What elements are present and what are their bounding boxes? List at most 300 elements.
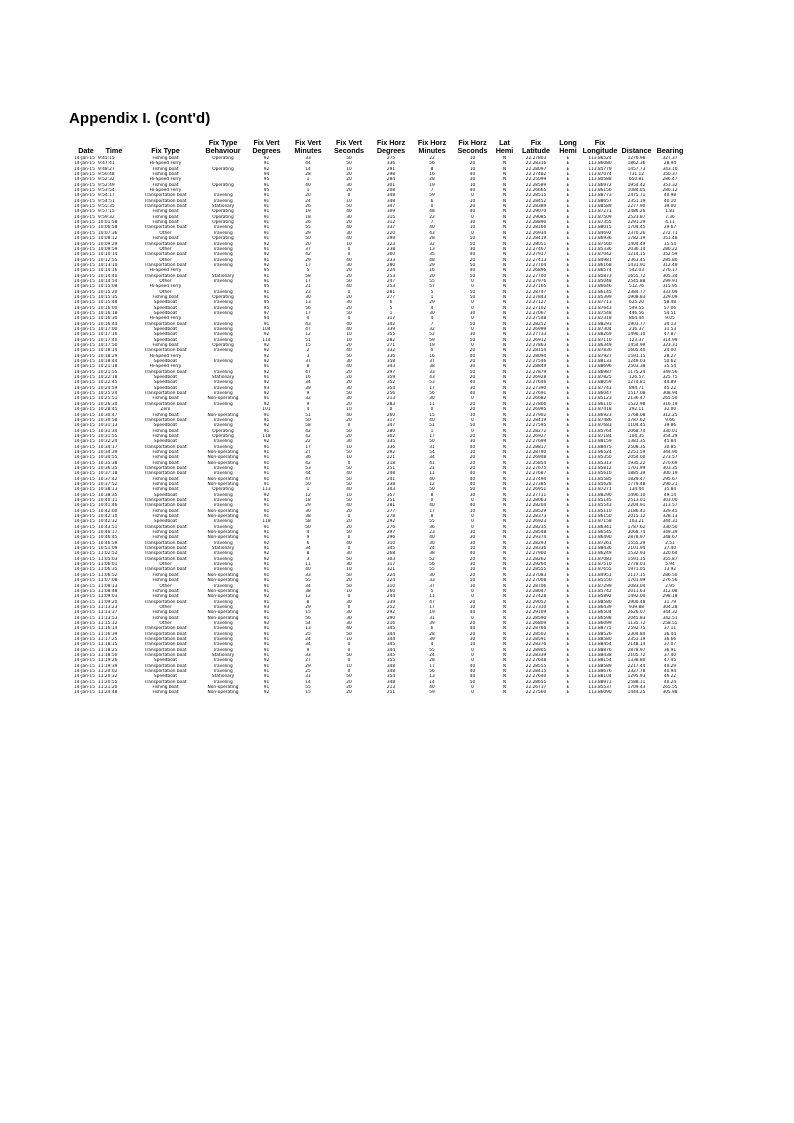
table-cell: 50 — [346, 278, 352, 284]
table-cell: 336 — [386, 444, 396, 450]
table-cell: 53 — [429, 380, 435, 386]
table-cell: Fishing boat — [152, 530, 179, 536]
table-cell: 30 — [346, 214, 352, 220]
table-cell: N — [502, 417, 507, 423]
table-cell: 11:18:50 — [98, 652, 118, 658]
table-cell: E — [566, 305, 570, 311]
table-cell: 292 — [386, 449, 396, 455]
table-cell: Non-operating — [207, 588, 239, 594]
table-cell: 50 — [346, 556, 352, 562]
table-cell: E — [566, 193, 570, 199]
table-cell: 95 — [263, 188, 270, 194]
table-cell: 40 — [346, 626, 352, 632]
table-cell: 251 — [386, 498, 396, 503]
table-cell: 286.47 — [662, 177, 678, 183]
table-cell: 292.11 — [628, 407, 645, 413]
table-cell: 18 — [305, 498, 311, 503]
table-cell: 20 — [346, 519, 352, 525]
table-cell: 3068.74 — [627, 530, 646, 536]
table-cell: 40 — [469, 481, 476, 487]
table-cell: 22.28252 — [525, 321, 547, 327]
table-cell: 22.27385 — [525, 481, 547, 487]
table-cell: 14-Jan-15 — [74, 685, 95, 691]
table-cell: 33 — [429, 578, 435, 584]
table-cell: 10 — [469, 449, 476, 455]
table-cell: E — [566, 172, 570, 178]
table-cell: E — [566, 268, 570, 274]
table-cell: Traveling — [213, 562, 233, 568]
table-cell: 0 — [471, 594, 474, 600]
table-cell: E — [566, 236, 570, 242]
table-cell: 1655.72 — [627, 273, 646, 279]
table-cell: 345 — [386, 652, 396, 658]
table-cell: E — [566, 417, 570, 423]
table-cell: N — [502, 396, 507, 402]
table-cell: 10:24:59 — [98, 385, 118, 391]
table-cell: 15 — [305, 690, 311, 696]
table-cell: 317 — [386, 316, 396, 322]
table-cell: 20 — [346, 690, 352, 696]
table-cell: E — [566, 481, 570, 487]
table-cell: 272.71 — [662, 230, 678, 236]
table-cell: 10:16:44 — [98, 321, 118, 327]
table-cell: Transportation boat — [144, 503, 187, 509]
table-cell: 216.37 — [628, 327, 645, 332]
table-cell: 38 — [429, 551, 435, 557]
table-cell: 30 — [469, 385, 476, 391]
table-cell: 17 — [429, 508, 435, 514]
table-cell: 36.91 — [663, 647, 677, 653]
table-cell: 113.85585 — [588, 476, 612, 482]
table-cell: 321 — [386, 567, 396, 573]
table-cell: 22.26934 — [525, 230, 547, 236]
table-cell: N — [502, 636, 507, 642]
table-cell: E — [566, 572, 570, 578]
table-cell: 113.88696 — [588, 364, 612, 370]
column-header: Fix Vert Minutes — [294, 137, 322, 156]
table-cell: 2384.77 — [627, 289, 646, 295]
table-cell: E — [566, 524, 570, 530]
table-cell: 10:31:55 — [98, 433, 118, 439]
table-cell: 10 — [346, 567, 352, 573]
table-cell: N — [502, 268, 507, 274]
table-cell: Speedboat — [153, 439, 178, 445]
table-cell: 104 — [262, 327, 271, 332]
table-cell: 330.50 — [662, 524, 678, 530]
table-cell: Traveling — [213, 321, 233, 327]
table-cell: 113.85048 — [588, 278, 612, 284]
table-cell: 22.29109 — [525, 610, 547, 616]
table-cell: 358 — [386, 359, 396, 365]
table-cell: Hi-Speed Ferry — [149, 284, 182, 290]
table-cell: 91 — [263, 465, 270, 471]
table-cell: 58 — [305, 273, 311, 279]
table-cell: 35.84 — [663, 487, 677, 493]
table-cell: 14-Jan-15 — [74, 583, 95, 589]
table-cell: 91 — [263, 626, 270, 632]
table-cell: Speedboat — [153, 332, 178, 338]
table-cell: 14-Jan-15 — [74, 669, 95, 674]
table-cell: 94 — [263, 172, 270, 178]
table-cell: 22 — [429, 156, 435, 161]
table-cell: N — [502, 209, 507, 215]
table-cell: 348 — [386, 669, 396, 674]
table-cell: 22.27467 — [525, 246, 547, 252]
table-cell: E — [566, 492, 570, 498]
table-cell: 91 — [263, 412, 270, 418]
table-cell: 286.50 — [662, 572, 678, 578]
table-cell: 11:09:03 — [98, 594, 118, 600]
table-cell: 9:50:48 — [98, 172, 115, 178]
table-cell: 113.88580 — [588, 636, 612, 642]
table-cell: E — [566, 391, 570, 397]
table-cell: 40 — [469, 669, 476, 674]
table-cell: 27 — [305, 658, 311, 664]
table-cell: 549.55 — [628, 305, 645, 311]
table-cell: 92 — [263, 359, 270, 365]
table-cell: 22.27711 — [525, 492, 547, 498]
table-cell: 337 — [386, 225, 396, 231]
table-cell: 355.87 — [662, 556, 678, 562]
table-cell: 22.28262 — [525, 556, 547, 562]
table-cell: 36.44 — [663, 631, 677, 637]
table-cell: 91 — [263, 615, 270, 621]
table-cell: 20 — [469, 599, 476, 605]
table-cell: 24 — [429, 652, 435, 658]
table-cell: 15 — [305, 343, 311, 349]
table-cell: 17 — [305, 278, 311, 284]
table-cell: 22.29085 — [525, 214, 547, 220]
table-cell: 113.87042 — [588, 252, 612, 258]
table-cell: N — [502, 658, 507, 664]
table-cell: 14-Jan-15 — [74, 417, 95, 423]
table-cell: N — [502, 380, 507, 386]
table-cell: 1381.35 — [627, 439, 646, 445]
table-cell: E — [566, 273, 570, 279]
table-cell: N — [502, 214, 507, 220]
table-cell: N — [502, 487, 507, 493]
table-cell: 37 — [429, 583, 435, 589]
column-header: Fix Vert Seconds — [334, 137, 364, 156]
table-cell: 37.11 — [663, 626, 677, 632]
table-cell: 281 — [386, 289, 396, 295]
table-cell: 2592.75 — [627, 626, 646, 632]
table-cell: 2068.74 — [627, 428, 646, 434]
table-cell: 14 — [305, 166, 311, 172]
table-cell: 10:10:14 — [98, 252, 118, 258]
table-cell: E — [566, 262, 570, 268]
table-cell: 30 — [346, 385, 352, 391]
table-cell: 40 — [469, 188, 476, 194]
table-cell: 91 — [263, 417, 270, 423]
table-cell: N — [502, 305, 507, 311]
table-cell: Other — [159, 278, 172, 284]
table-cell: 284 — [386, 177, 396, 183]
table-cell: 10:17:50 — [98, 343, 118, 349]
table-cell: 22.27595 — [525, 423, 547, 429]
table-cell: 15 — [429, 412, 435, 418]
table-cell: 26 — [305, 204, 311, 210]
table-cell: Traveling — [213, 257, 233, 263]
table-cell: 1274.81 — [627, 380, 646, 386]
table-cell: E — [566, 209, 570, 215]
table-cell: 30.85 — [663, 444, 677, 450]
table-cell: 55 — [305, 225, 311, 231]
table-cell: 10 — [346, 337, 352, 343]
table-cell: Speedboat — [153, 337, 178, 343]
table-cell: 2503.38 — [627, 364, 646, 370]
table-cell: 9:57:15 — [98, 209, 115, 215]
table-cell: 40 — [469, 391, 476, 397]
table-cell: 0 — [471, 343, 474, 349]
table-cell: Other — [159, 289, 172, 295]
table-cell: 14-Jan-15 — [74, 556, 95, 562]
table-cell: 19 — [429, 343, 435, 349]
table-cell: 30 — [346, 359, 352, 365]
table-cell: 9:55:35 — [98, 204, 115, 210]
table-cell: 1454.99 — [627, 343, 646, 349]
table-cell: 0 — [430, 407, 434, 413]
table-cell: E — [566, 198, 570, 204]
table-cell: 290.21 — [662, 481, 678, 487]
table-cell: 91 — [263, 524, 270, 530]
table-cell: 12 — [305, 492, 311, 498]
table-cell: 13 — [305, 300, 311, 306]
table-cell: N — [502, 476, 507, 482]
table-cell: Operating — [212, 433, 234, 439]
table-cell: 2475.71 — [627, 193, 646, 199]
table-cell: 40 — [346, 412, 352, 418]
table-cell: 10 — [346, 636, 352, 642]
table-cell: 224 — [386, 268, 396, 274]
table-cell: Stationary — [211, 546, 235, 552]
table-cell: 303.00 — [662, 498, 678, 503]
table-cell: 22.27310 — [525, 604, 547, 610]
table-cell: 33 — [305, 156, 311, 161]
table-cell: 16 — [429, 172, 435, 178]
table-cell: 315.95 — [662, 284, 678, 290]
table-cell: 13 — [429, 674, 435, 680]
table-cell: 7 — [430, 220, 434, 226]
column-header: Distance — [621, 146, 652, 156]
table-cell: Fishing boat — [152, 690, 179, 696]
table-cell: 113.86110 — [588, 401, 612, 407]
table-cell: 22.28373 — [525, 514, 547, 520]
table-cell: 0 — [347, 514, 351, 520]
table-cell: 0 — [347, 423, 351, 429]
table-cell: 14-Jan-15 — [74, 487, 95, 493]
table-cell: 113.86341 — [588, 524, 612, 530]
table-cell: 14-Jan-15 — [74, 594, 95, 600]
table-cell: 10:22:45 — [98, 380, 118, 386]
table-cell: 17 — [429, 663, 435, 669]
table-cell: 317 — [386, 417, 396, 423]
table-cell: 14-Jan-15 — [74, 562, 95, 568]
table-cell: 40 — [346, 284, 352, 290]
table-cell: 40 — [346, 503, 352, 509]
table-cell: 14-Jan-15 — [74, 337, 95, 343]
table-cell: 10:30:47 — [98, 412, 118, 418]
table-cell: N — [502, 407, 507, 413]
table-cell: N — [502, 631, 507, 637]
table-cell: 35.54 — [663, 364, 677, 370]
table-cell: 1555.29 — [627, 540, 646, 546]
table-cell: 19 — [429, 182, 435, 188]
table-cell: 244 — [386, 594, 396, 600]
table-cell: Fishing boat — [152, 610, 179, 616]
table-cell: 10:34:17 — [98, 444, 118, 450]
table-cell: 253 — [386, 273, 396, 279]
table-cell: 20 — [469, 375, 476, 381]
table-cell: 113.86574 — [588, 268, 612, 274]
table-cell: Transportation boat — [144, 321, 187, 327]
table-cell: 2545.88 — [627, 278, 646, 284]
table-cell: 92 — [263, 156, 270, 161]
table-cell: 305.98 — [662, 690, 678, 696]
table-cell: 9.05 — [665, 316, 675, 322]
table-cell: 1 — [306, 188, 310, 194]
table-cell: 42 — [305, 252, 311, 258]
table-cell: 50 — [346, 465, 352, 471]
table-cell: 29 — [305, 503, 311, 509]
table-cell: 50 — [346, 583, 352, 589]
table-cell: N — [502, 620, 507, 626]
table-cell: Transportation boat — [144, 391, 187, 397]
table-cell: 14-Jan-15 — [74, 647, 95, 653]
table-cell: 14-Jan-15 — [74, 642, 95, 648]
table-cell: Traveling — [213, 198, 233, 204]
table-cell: 34 — [305, 583, 311, 589]
table-cell: 28.27 — [663, 353, 677, 359]
table-cell: Traveling — [213, 631, 233, 637]
table-cell: Traveling — [213, 567, 233, 573]
table-cell: Speedboat — [153, 658, 178, 664]
table-cell: 44.89 — [663, 380, 677, 386]
table-cell: Non-operating — [207, 535, 239, 541]
table-cell: 113.87825 — [588, 375, 612, 381]
table-cell: N — [502, 674, 507, 680]
table-cell: 52 — [429, 556, 435, 562]
table-cell: 14-Jan-15 — [74, 460, 95, 466]
table-cell: 224 — [386, 572, 396, 578]
table-cell: 50 — [469, 273, 476, 279]
table-cell: 10:41:46 — [98, 503, 118, 509]
table-cell: 44 — [305, 471, 311, 477]
table-cell: 22.27691 — [525, 391, 547, 397]
table-cell: 8 — [306, 364, 310, 370]
table-cell: 350.37 — [662, 172, 678, 178]
table-cell: 22.27640 — [525, 674, 547, 680]
table-cell: 91 — [263, 679, 270, 685]
table-cell: 40.98 — [663, 193, 677, 199]
table-cell: 20 — [469, 455, 476, 461]
table-cell: 0 — [471, 396, 474, 402]
table-cell: 91 — [263, 652, 270, 658]
table-cell: 55 — [429, 519, 435, 525]
table-cell: 40 — [429, 476, 435, 482]
table-cell: 344.32 — [662, 610, 678, 616]
table-cell: 22.28590 — [525, 615, 547, 621]
table-cell: E — [566, 289, 570, 295]
table-cell: Hi-Speed Ferry — [149, 316, 182, 322]
table-cell: 10:21:18 — [98, 364, 118, 370]
table-cell: 14-Jan-15 — [74, 620, 95, 626]
table-cell: 91 — [263, 444, 270, 450]
table-cell: 446.56 — [628, 310, 645, 316]
table-cell: 14-Jan-15 — [74, 567, 95, 573]
table-cell: 54 — [429, 449, 435, 455]
table-cell: 113.85110 — [588, 508, 612, 514]
table-cell: 22.28849 — [525, 364, 547, 370]
table-cell: 11:20:02 — [98, 669, 118, 674]
table-cell: 14-Jan-15 — [74, 369, 95, 375]
table-cell: 335 — [386, 439, 396, 445]
table-cell: 22.29070 — [525, 209, 547, 215]
table-cell: 10:42:10 — [98, 514, 118, 520]
table-cell: 95 — [263, 177, 270, 183]
table-cell: 51 — [305, 337, 311, 343]
table-cell: 40 — [469, 268, 476, 274]
table-cell: 14-Jan-15 — [74, 530, 95, 536]
table-cell: 91 — [263, 481, 270, 487]
table-cell: 14-Jan-15 — [74, 252, 95, 258]
table-cell: Transportation boat — [144, 471, 187, 477]
table-cell: 14-Jan-15 — [74, 230, 95, 236]
table-cell: Transportation boat — [144, 626, 187, 632]
table-cell: 28 — [429, 236, 435, 242]
table-cell: Transportation boat — [144, 524, 187, 530]
table-cell: 91 — [263, 214, 270, 220]
table-cell: 0 — [471, 588, 474, 594]
table-cell: 22.26999 — [525, 327, 547, 332]
table-cell: N — [502, 572, 507, 578]
table-cell: 11:06:52 — [98, 572, 118, 578]
table-cell: Transportation boat — [144, 348, 187, 354]
table-cell: 0 — [347, 193, 351, 199]
table-cell: Transportation boat — [144, 679, 187, 685]
table-cell: 0 — [430, 498, 434, 503]
table-cell: 20 — [469, 161, 476, 167]
table-cell: Non-operating — [207, 412, 239, 418]
table-cell: N — [502, 471, 507, 477]
table-cell: N — [502, 401, 507, 407]
table-cell: 32 — [429, 241, 435, 247]
table-cell: Fishing boat — [152, 166, 179, 172]
table-cell: 11:13:53 — [98, 615, 118, 621]
table-cell: 22.28154 — [525, 348, 547, 354]
table-cell: 39 — [429, 636, 435, 642]
table-cell: 50 — [469, 369, 476, 375]
table-cell: N — [502, 391, 507, 397]
table-cell: Fishing boat — [152, 172, 179, 178]
table-cell: N — [502, 353, 507, 359]
table-cell: 221 — [386, 455, 396, 461]
table-cell: 348 — [386, 679, 396, 685]
table-cell: 1591.15 — [627, 556, 646, 562]
table-cell: 30 — [346, 396, 352, 402]
table-cell: 276.56 — [662, 578, 678, 584]
table-cell: Transportation boat — [144, 642, 187, 648]
table-cell: 14-Jan-15 — [74, 161, 95, 167]
table-cell: 113.86524 — [588, 449, 612, 455]
table-cell: 299 — [386, 236, 396, 242]
table-cell: 113.84981 — [588, 257, 612, 263]
table-cell: 42 — [305, 428, 311, 434]
table-cell: 31 — [429, 444, 435, 450]
table-cell: 113.87509 — [588, 214, 612, 220]
table-cell: N — [502, 503, 507, 509]
table-cell: 22.27560 — [525, 690, 547, 696]
